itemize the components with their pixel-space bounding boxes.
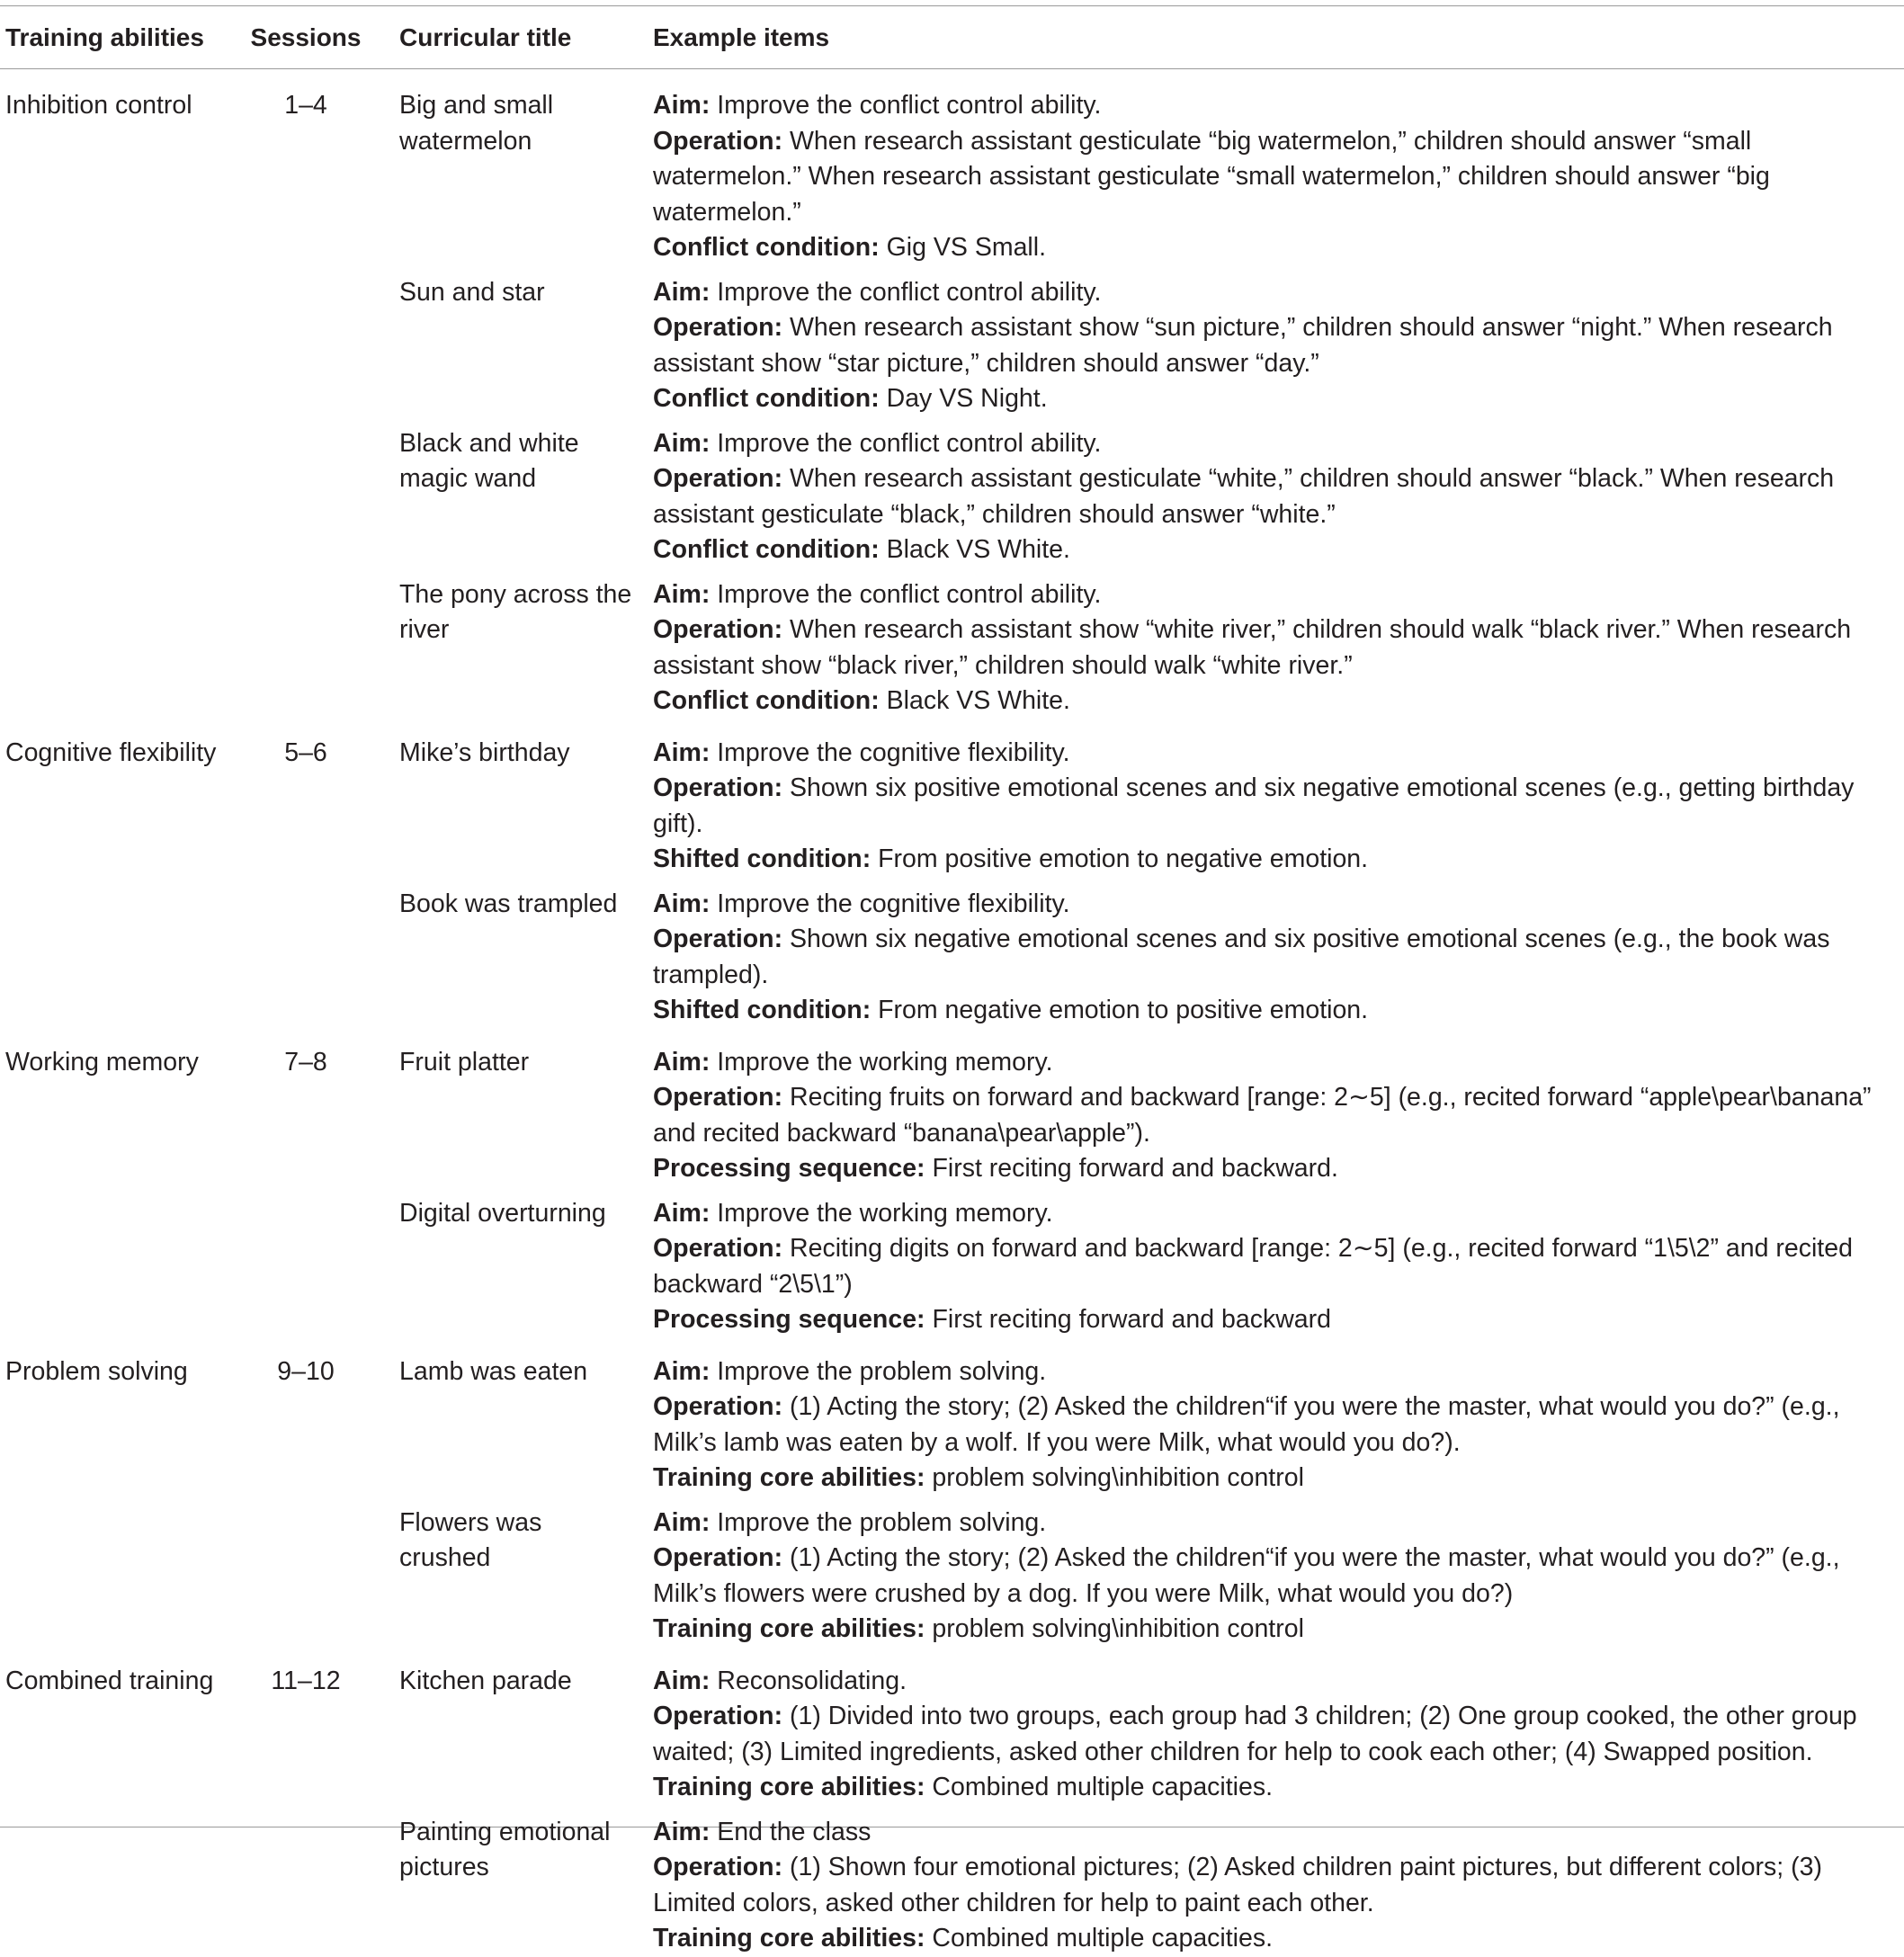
condition-text: Combined multiple capacities. [932, 1773, 1274, 1801]
sessions-cell: 9–10 [277, 1356, 335, 1386]
header-example-items: Example items [653, 22, 830, 51]
aim-label: Aim: [653, 889, 711, 918]
example-items-cell [644, 266, 1904, 417]
aim-label: Aim: [653, 1047, 711, 1077]
operation-line [653, 771, 1900, 842]
example-items-cell [644, 1806, 1904, 1957]
example-items-cell [644, 719, 1904, 878]
aim-line [653, 736, 1900, 772]
condition-label: Training core abilities: [653, 1773, 925, 1801]
operation-line [653, 124, 1900, 231]
operation-text: When research assistant gesticulate “big watermelon,” children should answer “small watermelon.” When research assistant gesticulate “small watermelon,” children should answer “big watermelon.” [653, 126, 1770, 227]
aim-label: Aim: [653, 737, 711, 767]
operation-label: Operation: [653, 615, 783, 644]
aim-text: Improve the conflict control ability. [717, 428, 1102, 458]
condition-label: Conflict condition: [653, 686, 880, 715]
curricular-title-cell: Mike’s birthday [399, 737, 570, 767]
example-items-cell [644, 568, 1904, 719]
aim-label: Aim: [653, 579, 711, 609]
condition-label: Conflict condition: [653, 535, 880, 564]
aim-label: Aim: [653, 1356, 711, 1386]
aim-text: End the class [717, 1817, 872, 1846]
aim-line [653, 887, 1900, 923]
condition-text: problem solving\inhibition control [932, 1463, 1304, 1492]
operation-line [653, 922, 1900, 993]
condition-line [653, 1612, 1900, 1648]
operation-label: Operation: [653, 925, 783, 953]
aim-line [653, 1506, 1900, 1541]
operation-line [653, 461, 1900, 532]
condition-line [653, 381, 1900, 417]
curricular-title-cell: Digital overturning [399, 1198, 606, 1228]
condition-line [653, 230, 1900, 266]
curricular-title-cell: Flowers was crushed [399, 1507, 542, 1572]
operation-label: Operation: [653, 1702, 783, 1730]
training-curriculum-table [0, 6, 1904, 1957]
aim-line [653, 426, 1900, 462]
operation-label: Operation: [653, 1234, 783, 1263]
training-ability-cell: Working memory [5, 1047, 199, 1077]
condition-label: Shifted condition: [653, 844, 872, 873]
aim-label: Aim: [653, 1198, 711, 1228]
table-body [0, 68, 1904, 1957]
example-items-cell [644, 1497, 1904, 1648]
operation-text: When research assistant show “white river,” children should walk “black river.” When research assistant show “black river,” children should walk “white river.” [653, 615, 1852, 680]
condition-text: Gig VS Small. [886, 233, 1047, 262]
aim-line [653, 1196, 1900, 1232]
aim-label: Aim: [653, 1507, 711, 1537]
condition-line [653, 1770, 1900, 1806]
operation-text: Shown six negative emotional scenes and six positive emotional scenes (e.g., the book was trampled). [653, 925, 1830, 989]
condition-text: Black VS White. [886, 686, 1070, 715]
condition-label: Training core abilities: [653, 1463, 925, 1492]
header-training-abilities: Training abilities [5, 22, 204, 51]
operation-text: Shown six positive emotional scenes and six negative emotional scenes (e.g., getting birthday gift). [653, 773, 1855, 838]
condition-text: Black VS White. [886, 535, 1070, 564]
operation-label: Operation: [653, 1543, 783, 1572]
example-items-cell [644, 1648, 1904, 1806]
operation-text: (1) Shown four emotional pictures; (2) Asked children paint pictures, but different colors; (3) Limited colors, asked other children for help to paint each other. [653, 1853, 1822, 1917]
condition-text: problem solving\inhibition control [932, 1614, 1304, 1643]
curricular-title-cell: Book was trampled [399, 889, 618, 918]
sessions-cell: 11–12 [271, 1666, 341, 1695]
condition-line [653, 684, 1900, 719]
operation-label: Operation: [653, 1853, 783, 1881]
condition-line [653, 1151, 1900, 1187]
operation-line [653, 1699, 1900, 1770]
aim-line [653, 577, 1900, 613]
operation-line [653, 1080, 1900, 1151]
condition-label: Conflict condition: [653, 384, 880, 413]
training-ability-cell: Problem solving [5, 1356, 188, 1386]
training-ability-cell: Combined training [5, 1666, 214, 1695]
aim-line [653, 1045, 1900, 1081]
aim-text: Improve the cognitive flexibility. [717, 737, 1070, 767]
aim-text: Improve the conflict control ability. [717, 91, 1102, 120]
sessions-cell: 5–6 [284, 737, 327, 767]
curricular-title-cell: Big and small watermelon [399, 91, 554, 156]
condition-label: Shifted condition: [653, 996, 872, 1024]
condition-label: Training core abilities: [653, 1924, 925, 1953]
condition-line [653, 993, 1900, 1029]
operation-line [653, 310, 1900, 381]
header-sessions: Sessions [250, 22, 362, 51]
sessions-cell: 1–4 [284, 91, 327, 120]
aim-text: Reconsolidating. [717, 1666, 907, 1695]
condition-line [653, 532, 1900, 568]
condition-text: Combined multiple capacities. [932, 1924, 1274, 1953]
aim-label: Aim: [653, 428, 711, 458]
table-row [0, 68, 1904, 266]
table-row [0, 1338, 1904, 1497]
example-items-cell [644, 1187, 1904, 1338]
aim-text: Improve the cognitive flexibility. [717, 889, 1070, 918]
operation-line [653, 1541, 1900, 1612]
aim-label: Aim: [653, 1817, 711, 1846]
condition-line [653, 842, 1900, 878]
operation-text: When research assistant gesticulate “white,” children should answer “black.” When research assistant gesticulate “black,” children should answer “white.” [653, 464, 1835, 529]
header-curricular-title: Curricular title [399, 22, 572, 51]
operation-line [653, 1850, 1900, 1921]
table-row [0, 1648, 1904, 1806]
example-items-cell [644, 1338, 1904, 1497]
aim-label: Aim: [653, 277, 711, 307]
aim-text: Improve the working memory. [717, 1047, 1053, 1077]
operation-text: (1) Acting the story; (2) Asked the children“if you were the master, what would you do?” (e.g., Milk’s flowers were crushed by a dog. If you were Milk, what would you do?) [653, 1543, 1840, 1608]
curricular-title-cell: Lamb was eaten [399, 1356, 588, 1386]
example-items-cell [644, 417, 1904, 568]
aim-line [653, 1664, 1900, 1700]
example-items-cell [644, 1029, 1904, 1187]
condition-label: Processing sequence: [653, 1154, 925, 1183]
example-items-cell [644, 68, 1904, 266]
training-ability-cell: Inhibition control [5, 91, 192, 120]
operation-text: When research assistant show “sun picture,” children should answer “night.” When research assistant show “star picture,” children should answer “day.” [653, 313, 1833, 378]
operation-line [653, 1231, 1900, 1302]
sessions-cell: 7–8 [284, 1047, 327, 1077]
header-row [0, 6, 1904, 68]
aim-line [653, 1354, 1900, 1390]
aim-text: Improve the conflict control ability. [717, 277, 1102, 307]
operation-line [653, 612, 1900, 684]
curricular-title-cell: Kitchen parade [399, 1666, 572, 1695]
condition-label: Training core abilities: [653, 1614, 925, 1643]
operation-label: Operation: [653, 1083, 783, 1112]
curricular-title-cell: Sun and star [399, 277, 545, 307]
aim-line [653, 275, 1900, 311]
operation-line [653, 1390, 1900, 1461]
example-items-cell [644, 878, 1904, 1029]
condition-line [653, 1302, 1900, 1338]
aim-label: Aim: [653, 1666, 711, 1695]
aim-text: Improve the conflict control ability. [717, 579, 1102, 609]
aim-text: Improve the problem solving. [717, 1356, 1047, 1386]
aim-label: Aim: [653, 91, 711, 120]
condition-label: Conflict condition: [653, 233, 880, 262]
operation-text: (1) Acting the story; (2) Asked the children“if you were the master, what would you do?” (e.g., Milk’s lamb was eaten by a wolf. If you were Milk, what would you do?). [653, 1392, 1840, 1457]
operation-text: (1) Divided into two groups, each group had 3 children; (2) One group cooked, the other group waited; (3) Limited ingredients, asked other children for help to cook each other; (4) Swapped position. [653, 1702, 1857, 1766]
condition-label: Processing sequence: [653, 1305, 925, 1334]
condition-text: Day VS Night. [886, 384, 1048, 413]
operation-label: Operation: [653, 464, 783, 493]
table-row [0, 719, 1904, 878]
operation-label: Operation: [653, 313, 783, 342]
condition-text: First reciting forward and backward [932, 1305, 1331, 1334]
operation-text: Reciting fruits on forward and backward [range: 2∼5] (e.g., recited forward “apple\pear\banana” and recited backward “banana\pear\apple”). [653, 1083, 1872, 1148]
curricular-title-cell: Black and white magic wand [399, 428, 579, 493]
aim-line [653, 88, 1900, 124]
curricular-title-cell: Painting emotional pictures [399, 1817, 611, 1881]
aim-text: Improve the working memory. [717, 1198, 1053, 1228]
condition-text: First reciting forward and backward. [932, 1154, 1338, 1183]
curricular-title-cell: Fruit platter [399, 1047, 530, 1077]
training-ability-cell: Cognitive flexibility [5, 737, 217, 767]
condition-line [653, 1461, 1900, 1497]
condition-line [653, 1921, 1900, 1957]
aim-line [653, 1815, 1900, 1851]
aim-text: Improve the problem solving. [717, 1507, 1047, 1537]
operation-text: Reciting digits on forward and backward [range: 2∼5] (e.g., recited forward “1\5\2” and recited backward “2\5\1”) [653, 1234, 1853, 1299]
operation-label: Operation: [653, 773, 783, 802]
operation-label: Operation: [653, 1392, 783, 1421]
curricular-title-cell: The pony across the river [399, 579, 632, 644]
condition-text: From positive emotion to negative emotion. [878, 844, 1369, 873]
condition-text: From negative emotion to positive emotion. [878, 996, 1369, 1024]
table-header [0, 6, 1904, 68]
operation-label: Operation: [653, 126, 783, 156]
table-row [0, 1029, 1904, 1187]
